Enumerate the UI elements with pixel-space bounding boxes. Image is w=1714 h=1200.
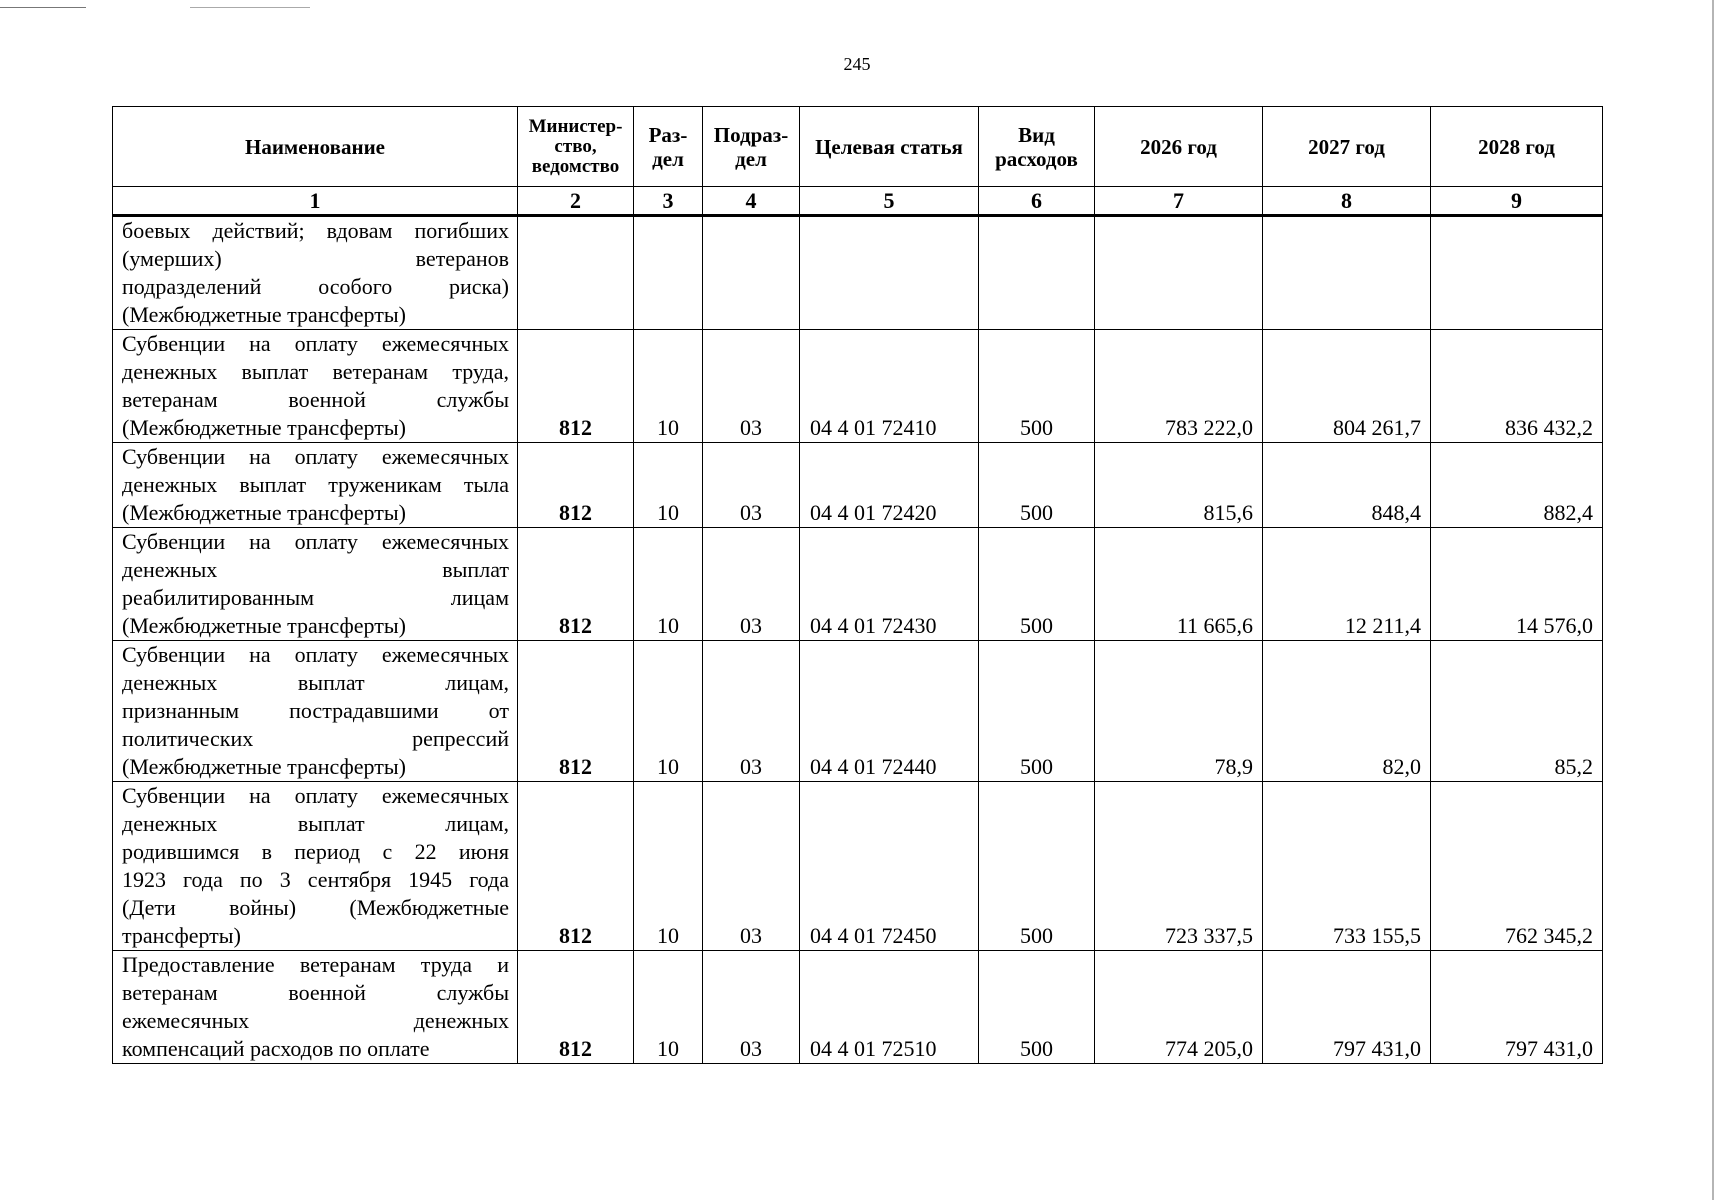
budget-table [112,106,1603,1064]
scan-artifact-line [0,7,86,8]
ministry-cell: 812 [518,951,634,1064]
row-name-line: подразделений особого риска) [122,274,509,299]
podrazdel-cell: 03 [703,641,800,782]
row-name-line: (Межбюджетные трансферты) [122,613,406,638]
row-name-cell [113,951,518,1064]
amount-2028-cell: 762 345,2 [1431,782,1603,951]
expense-type-cell: 500 [979,330,1095,443]
razdel-cell: 10 [634,641,703,782]
amount-2027-cell: 733 155,5 [1263,782,1431,951]
row-name-line: (Межбюджетные трансферты) [122,302,406,327]
expense-type-cell: 500 [979,951,1095,1064]
ministry-cell [518,216,634,330]
podrazdel-cell: 03 [703,782,800,951]
row-name-cell [113,782,518,951]
podrazdel-cell: 03 [703,528,800,641]
amount-2028-cell: 85,2 [1431,641,1603,782]
header-razdel: Раз-дел [634,107,703,187]
row-name-line: ежемесячных денежных [122,1008,509,1033]
row-name-line: реабилитированным лицам [122,585,509,610]
amount-2028-cell [1431,216,1603,330]
page-number: 245 [843,54,871,74]
razdel-cell: 10 [634,951,703,1064]
row-name-line: Субвенции на оплату ежемесячных [122,331,509,356]
amount-2026-cell: 723 337,5 [1095,782,1263,951]
header-target: Целевая статья [800,107,979,187]
ministry-cell: 812 [518,641,634,782]
podrazdel-cell: 03 [703,951,800,1064]
row-name-line: Субвенции на оплату ежемесячных [122,529,509,554]
podrazdel-cell: 03 [703,330,800,443]
row-name-line: (Межбюджетные трансферты) [122,754,406,779]
amount-2026-cell: 774 205,0 [1095,951,1263,1064]
row-name-line: ветеранам военной службы [122,980,509,1005]
amount-2026-cell: 815,6 [1095,443,1263,528]
amount-2027-cell: 82,0 [1263,641,1431,782]
row-name-cell [113,443,518,528]
target-article-cell: 04 4 01 72440 [800,641,979,782]
table-body [113,216,1603,1064]
expense-type-cell: 500 [979,641,1095,782]
target-article-cell: 04 4 01 72420 [800,443,979,528]
razdel-cell: 10 [634,528,703,641]
amount-2027-cell [1263,216,1431,330]
row-name-line: 1923 года по 3 сентября 1945 года [122,867,509,892]
column-number: 7 [1095,187,1263,216]
row-name-line: денежных выплат труженикам тыла [122,472,509,497]
header-vid: Вид расходов [979,107,1095,187]
header-name: Наименование [113,107,518,187]
amount-2026-cell: 783 222,0 [1095,330,1263,443]
column-number: 9 [1431,187,1603,216]
row-name-line: компенсаций расходов по оплате [122,1036,430,1061]
table-row [113,951,1603,1064]
ministry-cell: 812 [518,782,634,951]
target-article-cell: 04 4 01 72410 [800,330,979,443]
amount-2026-cell: 11 665,6 [1095,528,1263,641]
target-article-cell: 04 4 01 72510 [800,951,979,1064]
expense-type-cell [979,216,1095,330]
target-article-cell: 04 4 01 72430 [800,528,979,641]
column-number: 4 [703,187,800,216]
expense-type-cell: 500 [979,528,1095,641]
amount-2027-cell: 804 261,7 [1263,330,1431,443]
table-row [113,641,1603,782]
row-name-cell [113,216,518,330]
row-name-cell [113,330,518,443]
table-row [113,443,1603,528]
ministry-cell: 812 [518,443,634,528]
amount-2027-cell: 848,4 [1263,443,1431,528]
header-2028: 2028 год [1431,107,1603,187]
row-name-line: боевых действий; вдовам погибших [122,218,509,243]
row-name-line: денежных выплат лицам, [122,670,509,695]
column-number: 3 [634,187,703,216]
column-number: 8 [1263,187,1431,216]
row-name-line: денежных выплат [122,557,509,582]
ministry-cell: 812 [518,528,634,641]
row-name-line: Субвенции на оплату ежемесячных [122,444,509,469]
expense-type-cell: 500 [979,782,1095,951]
row-name-line: политических репрессий [122,726,509,751]
column-number: 5 [800,187,979,216]
column-number-row [113,187,1603,216]
row-name-line: Субвенции на оплату ежемесячных [122,642,509,667]
table-row [113,528,1603,641]
amount-2028-cell: 882,4 [1431,443,1603,528]
amount-2026-cell [1095,216,1263,330]
razdel-cell: 10 [634,443,703,528]
ministry-cell: 812 [518,330,634,443]
podrazdel-cell: 03 [703,443,800,528]
row-name-cell [113,528,518,641]
header-ministry: Министер-ство, ведомство [518,107,634,187]
column-number: 2 [518,187,634,216]
row-name-line: (умерших) ветеранов [122,246,509,271]
row-name-line: (Межбюджетные трансферты) [122,415,406,440]
table-row [113,330,1603,443]
column-number: 1 [113,187,518,216]
razdel-cell: 10 [634,782,703,951]
row-name-line: (Дети войны) (Межбюджетные [122,895,509,920]
row-name-line: денежных выплат лицам, [122,811,509,836]
row-name-line: признанным пострадавшими от [122,698,509,723]
header-2026: 2026 год [1095,107,1263,187]
header-row [113,107,1603,187]
row-name-line: трансферты) [122,923,241,948]
amount-2028-cell: 14 576,0 [1431,528,1603,641]
target-article-cell [800,216,979,330]
row-name-line: (Межбюджетные трансферты) [122,500,406,525]
row-name-cell [113,641,518,782]
header-2027: 2027 год [1263,107,1431,187]
razdel-cell [634,216,703,330]
table-row [113,216,1603,330]
expense-type-cell: 500 [979,443,1095,528]
table-row [113,782,1603,951]
amount-2028-cell: 836 432,2 [1431,330,1603,443]
row-name-line: ветеранам военной службы [122,387,509,412]
amount-2028-cell: 797 431,0 [1431,951,1603,1064]
scan-artifact-line [190,7,310,8]
razdel-cell: 10 [634,330,703,443]
row-name-line: денежных выплат ветеранам труда, [122,359,509,384]
podrazdel-cell [703,216,800,330]
amount-2027-cell: 797 431,0 [1263,951,1431,1064]
header-podrazdel: Подраз-дел [703,107,800,187]
row-name-line: Предоставление ветеранам труда и [122,952,509,977]
target-article-cell: 04 4 01 72450 [800,782,979,951]
column-number: 6 [979,187,1095,216]
amount-2026-cell: 78,9 [1095,641,1263,782]
row-name-line: Субвенции на оплату ежемесячных [122,783,509,808]
amount-2027-cell: 12 211,4 [1263,528,1431,641]
row-name-line: родившимся в период с 22 июня [122,839,509,864]
